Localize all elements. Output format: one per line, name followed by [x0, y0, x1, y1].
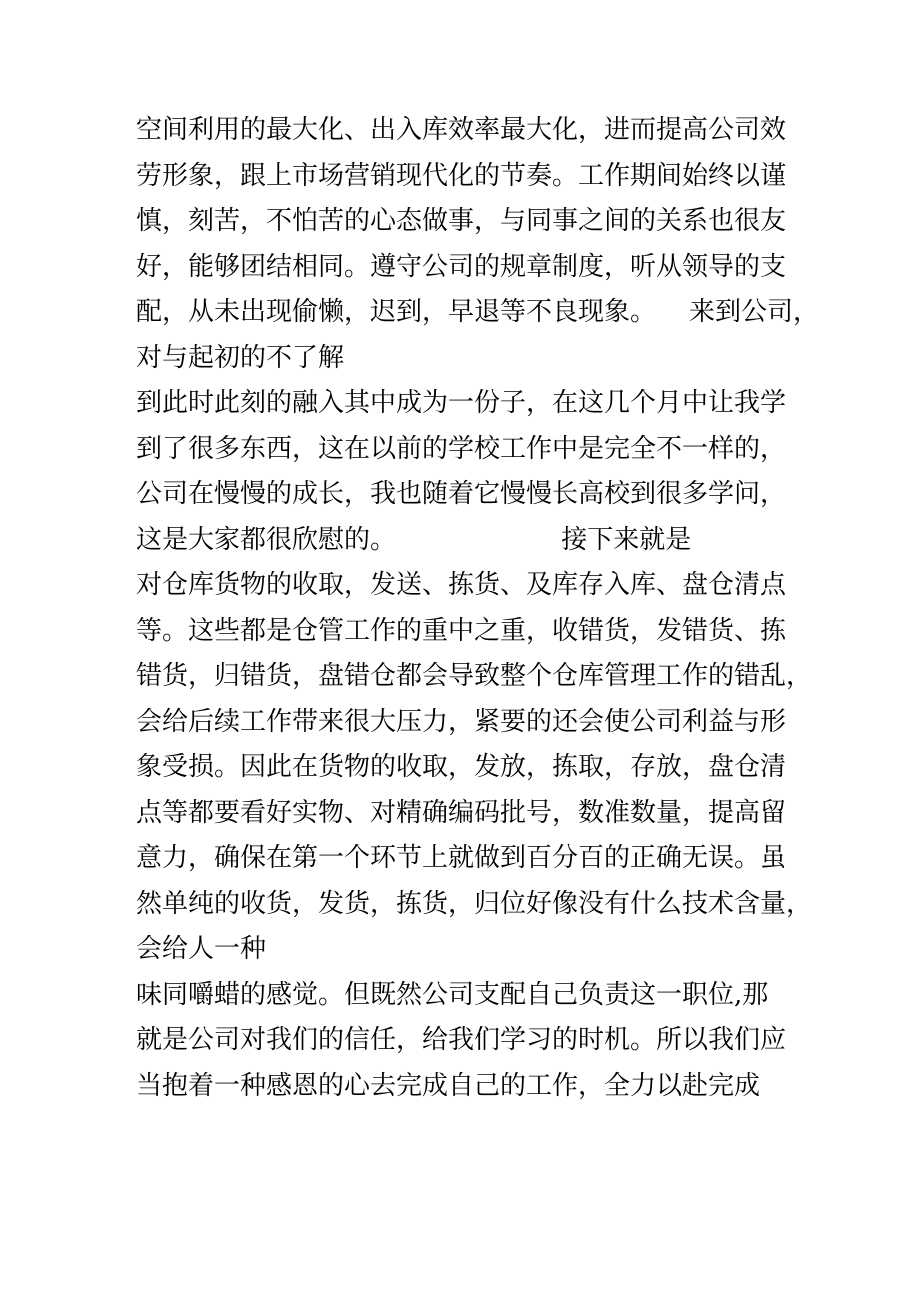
text-line: 点等都要看好实物、对精确编码批号，数准数量，提高留	[136, 797, 787, 828]
text-line: 到此时此刻的融入其中成为一份子，在这几个月中让我学	[136, 388, 787, 418]
text-line: 就是公司对我们的信任，给我们学习的时机。所以我们应	[136, 1025, 787, 1055]
text-line: 味同嚼蜡的感觉。但既然公司支配自己负责这一职位,那	[136, 979, 769, 1010]
text-line: 然单纯的收货，发货，拣货，归位好像没有什么技术含量，	[136, 888, 813, 919]
text-line: 空间利用的最大化、出入库效率最大化，进而提高公司效	[136, 115, 787, 145]
text-line: 劳形象，跟上市场营销现代化的节奏。工作期间始终以谨	[136, 160, 787, 191]
text-line: 好，能够团结相同。遵守公司的规章制度，听从领导的支	[136, 251, 787, 282]
text-line: 等。这些都是仓管工作的重中之重，收错货，发错货、拣	[136, 615, 787, 646]
text-line: 意力，确保在第一个环节上就做到百分百的正确无误。虽	[136, 843, 787, 873]
document-body	[136, 108, 820, 1109]
text-line: 对与起初的不了解	[136, 342, 345, 373]
text-line: 公司在慢慢的成长，我也随着它慢慢长高校到很多学问，	[136, 479, 787, 509]
text-line: 对仓库货物的收取，发送、拣货、及库存入库、盘仓清点	[136, 570, 787, 600]
text-line: 会给人一种	[136, 934, 267, 964]
text-line: 这是大家都很欣慰的。 接下来就是	[136, 524, 692, 555]
text-line: 当抱着一种感恩的心去完成自己的工作，全力以赴完成	[136, 1070, 761, 1101]
text-line: 错货，归错货，盘错仓都会导致整个仓库管理工作的错乱，	[136, 661, 813, 691]
text-line: 慎，刻苦，不怕苦的心态做事，与同事之间的关系也很友	[136, 206, 787, 236]
text-line: 到了很多东西，这在以前的学校工作中是完全不一样的，	[136, 433, 787, 464]
text-line: 配，从未出现偷懒，迟到，早退等不良现象。 来到公司，	[136, 297, 820, 327]
text-line: 会给后续工作带来很大压力，紧要的还会使公司利益与形	[136, 706, 787, 737]
text-line: 象受损。因此在货物的收取，发放，拣取，存放，盘仓清	[136, 752, 787, 782]
